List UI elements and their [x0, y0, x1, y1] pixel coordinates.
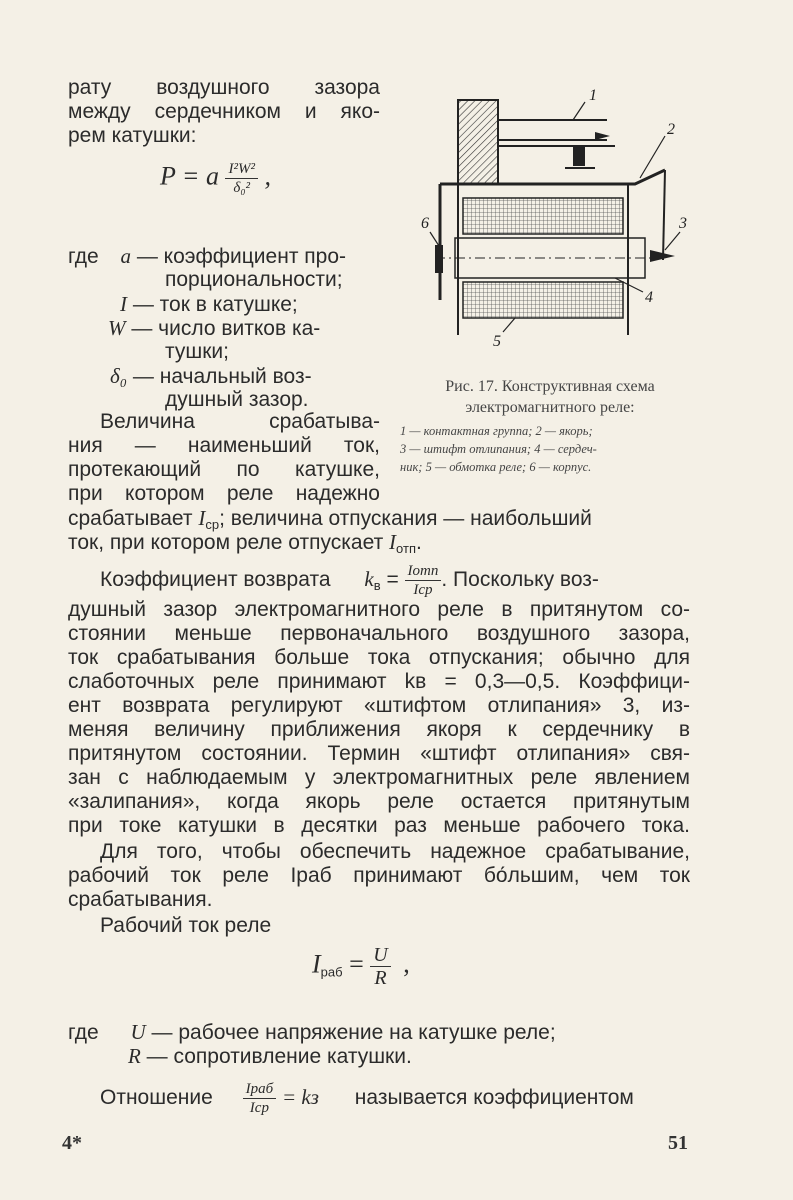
- text-run: называется коэффициентом: [354, 1086, 634, 1110]
- text-line: ния — наименьший ток,: [68, 434, 380, 457]
- caption-legend: 1 — контактная группа; 2 — якорь;: [400, 424, 593, 438]
- where-item-w: [108, 316, 320, 341]
- definition: — начальный воз-: [132, 365, 312, 388]
- winding-top: [463, 198, 623, 234]
- definition: — коэффициент про-: [136, 245, 346, 268]
- where-item-r: [128, 1044, 412, 1069]
- symbol: U: [130, 1020, 146, 1044]
- text-line: тушки;: [165, 340, 229, 363]
- equals-sign: =: [349, 949, 364, 979]
- symbol: R: [128, 1044, 141, 1068]
- pin: [573, 146, 585, 166]
- text-line: Величина срабатыва-: [100, 410, 380, 433]
- where-item-i: [120, 292, 298, 317]
- text-line: «залипания», когда якорь реле остается притянутым: [68, 790, 690, 813]
- text-run: Отношение: [100, 1086, 213, 1110]
- text-line: ток срабатывания больше тока отпускания; обычно для: [68, 646, 690, 669]
- formula-denominator: δ₀²: [233, 180, 251, 196]
- caption-legend: ник; 5 — обмотка реле; 6 — корпус.: [400, 460, 592, 474]
- winding-bottom: [463, 282, 623, 318]
- symbol: a: [120, 244, 131, 268]
- text-run: = kз: [282, 1085, 319, 1110]
- figure-caption: [400, 376, 700, 476]
- numerator: Iраб: [243, 1080, 277, 1099]
- text-line: рату воздушного зазора: [68, 76, 380, 99]
- where-lead: где: [68, 245, 99, 268]
- formula-working-current: [312, 944, 410, 989]
- definition: — ток в катушке;: [132, 293, 298, 316]
- text-line: протекающий по катушке,: [68, 458, 380, 481]
- definition: — число витков ка-: [131, 317, 321, 340]
- text-line: рабочий ток реле Iраб принимают бо́льшим, чем ток: [68, 864, 690, 887]
- callout-label: 5: [493, 333, 501, 350]
- symbol: k: [364, 567, 374, 592]
- signature-mark: 4*: [62, 1132, 82, 1154]
- text-line: между сердечником и яко-: [68, 100, 380, 123]
- text-run: ; величина отпускания — наибольший: [219, 507, 592, 530]
- text-line: слаботочных реле принимают kв = 0,3—0,5. Коэффици-: [68, 670, 690, 693]
- text-line-mixed: Коэффициент возврата $k_в$ = $\frac{\text{Iотп}}{\text{Iср}}$ . Поскольку воз-: [100, 563, 599, 598]
- denominator: Iср: [249, 1100, 269, 1116]
- text-line: зан с наблюдаемым у электромагнитных реле явлением: [68, 766, 690, 789]
- page-number: 51: [668, 1132, 688, 1154]
- text-run: .: [416, 531, 422, 554]
- text-line: стоянии меньше первоначального воздушного зазора,: [68, 622, 690, 645]
- formula-denominator: R: [374, 967, 387, 989]
- caption-title: электромагнитного реле:: [465, 399, 635, 416]
- relay-diagram: [395, 60, 695, 360]
- text-line: рем катушки:: [68, 124, 197, 147]
- text-line: ент возврата регулируют «штифтом отлипания» 3, из-: [68, 694, 690, 717]
- text-line: притянутом состоянии. Термин «штифт отлипания» свя-: [68, 742, 690, 765]
- symbol: I: [198, 506, 206, 530]
- formula-lhs: P = a: [160, 161, 219, 191]
- text-line: срабатывания.: [68, 888, 213, 911]
- text-line-mixed: [100, 1080, 634, 1117]
- text-line: порциональности;: [165, 268, 343, 291]
- callout-label: 3: [679, 215, 687, 232]
- formula-fraction: [370, 944, 390, 989]
- text-line: при токе катушки в десятки раз меньше рабочего тока.: [68, 814, 690, 837]
- caption-legend: 3 — штифт отлипания; 4 — сердеч-: [400, 442, 597, 456]
- text-run: ток, при котором реле отпускает: [68, 531, 384, 554]
- where-item-a: [68, 244, 346, 269]
- ratio-fraction: [405, 562, 442, 599]
- text-line: при котором реле надежно: [68, 482, 380, 505]
- ratio-fraction: [243, 1080, 277, 1117]
- definition: — рабочее напряжение на катушке реле;: [151, 1021, 556, 1044]
- where-item-delta: [110, 364, 312, 389]
- formula-tail: ,: [403, 949, 410, 979]
- symbol: I: [120, 292, 127, 316]
- formula-force: [160, 160, 271, 197]
- subscript: ср: [205, 517, 220, 532]
- text-line: меняя величину приближения якоря к сердечнику в: [68, 718, 690, 741]
- denominator: Iср: [413, 582, 433, 598]
- caption-title: Рис. 17. Конструктивная схема: [445, 378, 655, 395]
- text-line-mixed: [68, 530, 422, 561]
- callout-label: 2: [667, 121, 675, 138]
- subscript: в: [373, 578, 381, 594]
- text-line: Для того, чтобы обеспечить надежное срабатывание,: [100, 840, 690, 863]
- text-run: . Поскольку воз-: [441, 568, 599, 592]
- text-line: душный зазор электромагнитного реле в притянутом со-: [68, 598, 690, 621]
- symbol: I: [389, 530, 397, 554]
- where-item-u: [68, 1020, 556, 1045]
- text-run: Коэффициент возврата: [100, 568, 331, 592]
- callout-label: 1: [589, 87, 597, 104]
- frame-block: [458, 100, 498, 184]
- symbol: W: [108, 316, 126, 340]
- text-line: душный зазор.: [165, 388, 309, 411]
- callout-label: 4: [645, 289, 653, 306]
- text-run: срабатывает: [68, 507, 193, 530]
- subscript: отп: [396, 541, 416, 556]
- formula-tail: ,: [264, 161, 271, 191]
- subscript: раб: [320, 964, 343, 980]
- text-line: Рабочий ток реле: [100, 914, 272, 937]
- definition: — сопротивление катушки.: [146, 1045, 412, 1068]
- formula-lhs: I: [312, 949, 321, 979]
- numerator: Iотп: [405, 562, 442, 581]
- where-lead: где: [68, 1021, 99, 1044]
- formula-fraction: [225, 160, 257, 197]
- formula-numerator: I²W²: [225, 160, 257, 179]
- callout-label: 6: [421, 215, 429, 232]
- symbol: δ₀: [110, 364, 128, 388]
- formula-numerator: U: [370, 944, 390, 967]
